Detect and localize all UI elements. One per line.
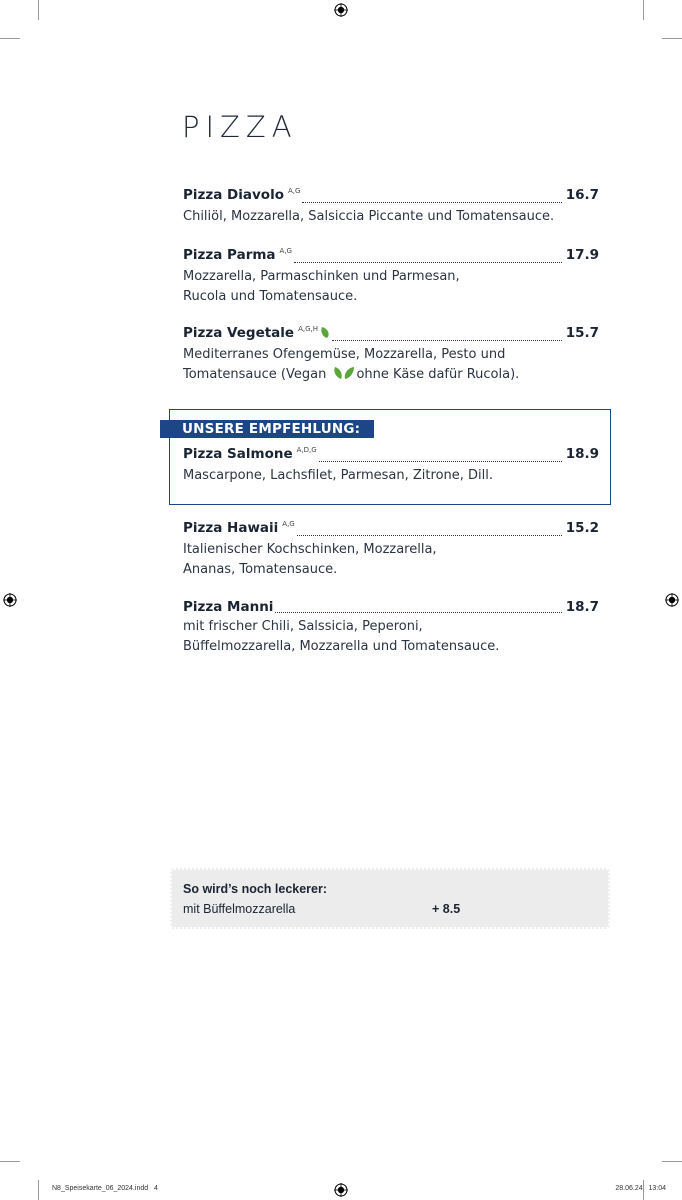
item-description: Italienischer Kochschinken, Mozzarella, xyxy=(183,542,437,557)
item-description: mit frischer Chili, Salssicia, Peperoni, xyxy=(183,619,423,634)
registration-mark-icon xyxy=(665,593,679,607)
crop-mark xyxy=(38,1180,39,1200)
item-description: Chiliöl, Mozzarella, Salsiccia Piccante und Tomatensauce. xyxy=(183,209,555,224)
item-description-part: ohne Käse dafür Rucola). xyxy=(356,367,520,382)
item-description: Mascarpone, Lachsfilet, Parmesan, Zitrone, Dill. xyxy=(183,468,494,483)
registration-mark-icon xyxy=(334,3,348,17)
vegan-leaf-icon xyxy=(333,366,355,380)
leader-dots xyxy=(297,535,562,536)
item-name: Pizza Vegetale xyxy=(183,325,295,341)
extras-box xyxy=(170,868,610,929)
item-allergens: A,G xyxy=(287,187,301,195)
crop-mark xyxy=(643,0,644,20)
crop-mark xyxy=(0,38,20,39)
leader-dots xyxy=(275,612,561,613)
item-description: Büffelmozzarella, Mozzarella und Tomatensauce. xyxy=(183,639,500,654)
footer-file-info: N8_Speisekarte_06_2024.indd 4 xyxy=(52,1185,158,1192)
menu-item xyxy=(183,323,599,385)
menu-item xyxy=(183,185,599,227)
item-price: 15.7 xyxy=(565,325,599,341)
extras-price: + 8.5 xyxy=(432,902,461,916)
item-description xyxy=(183,365,599,385)
registration-mark-icon xyxy=(3,593,17,607)
item-description: Mediterranes Ofengemüse, Mozzarella, Pesto und xyxy=(183,347,506,362)
item-allergens: A,G,H xyxy=(298,325,319,333)
menu-item xyxy=(183,245,599,307)
menu-item xyxy=(183,597,599,657)
crop-mark xyxy=(662,1161,682,1162)
item-name: Pizza Hawaii xyxy=(183,520,279,536)
item-name: Pizza Salmone xyxy=(183,446,293,462)
item-description: Mozzarella, Parmaschinken und Parmesan, xyxy=(183,269,460,284)
menu-item xyxy=(183,518,599,580)
item-allergens: A,D,G xyxy=(296,446,317,454)
extras-text: mit Büffelmozzarella xyxy=(183,902,296,916)
item-allergens: A,G xyxy=(282,520,295,528)
item-price: 15.2 xyxy=(565,520,599,536)
item-description-part: Tomatensauce (Vegan xyxy=(183,367,327,382)
registration-mark-icon xyxy=(334,1183,348,1197)
crop-mark xyxy=(38,0,39,20)
item-price: 18.7 xyxy=(565,599,599,615)
item-price: 18.9 xyxy=(565,446,599,462)
item-allergens: A,G xyxy=(279,247,292,255)
item-name: Pizza Diavolo xyxy=(183,187,284,203)
extras-title: So wird’s noch leckerer: xyxy=(183,882,328,896)
item-name: Pizza Parma xyxy=(183,247,276,263)
item-description: Ananas, Tomatensauce. xyxy=(183,562,338,577)
crop-mark xyxy=(662,38,682,39)
item-price: 17.9 xyxy=(565,247,599,263)
item-price: 16.7 xyxy=(565,187,599,203)
recommendation-label: UNSERE EMPFEHLUNG: xyxy=(160,420,374,438)
leader-dots xyxy=(302,202,561,203)
footer-date-info: 28.06.24 13:04 xyxy=(615,1185,666,1192)
page-title: PIZZA xyxy=(182,110,298,144)
leader-dots xyxy=(294,262,562,263)
leader-dots xyxy=(319,461,562,462)
vegan-leaf-icon xyxy=(320,326,330,339)
leader-dots xyxy=(332,340,562,341)
crop-mark xyxy=(0,1161,20,1162)
item-description: Rucola und Tomatensauce. xyxy=(183,289,358,304)
item-name: Pizza Manni xyxy=(183,599,274,615)
menu-item xyxy=(183,444,599,486)
